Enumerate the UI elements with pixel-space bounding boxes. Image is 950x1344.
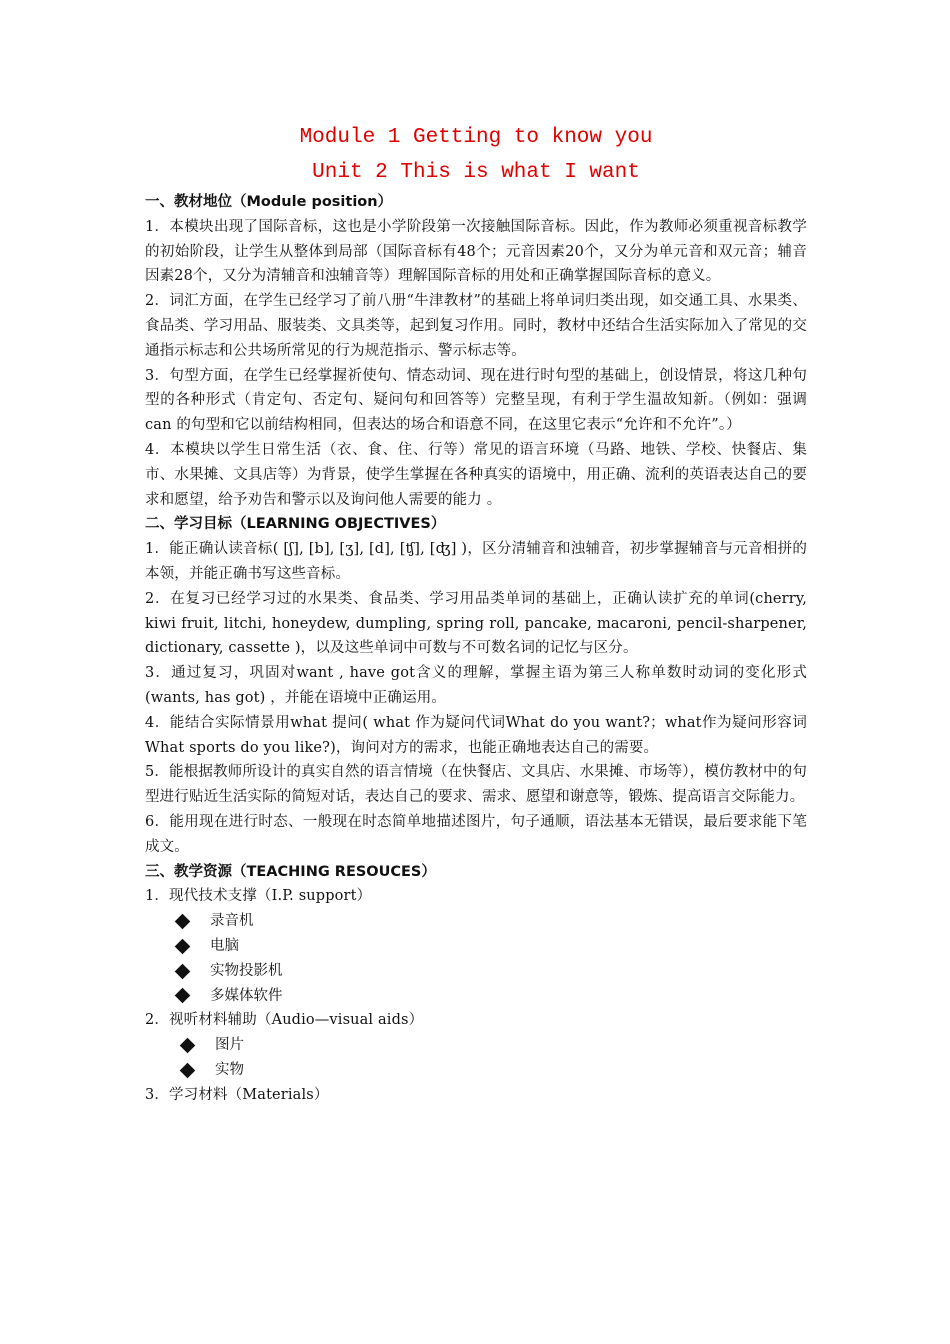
list-item [145,984,807,1009]
paragraph: 2．在复习已经学习过的水果类、食品类、学习用品类单词的基础上，正确认读扩充的单词(cherry, kiwi fruit, litchi, honeydew, dumpling, spring roll, pancake, macaroni, pencil-sharpener, dictionary, cassette )，以及这些单词中可数与不可数名词的记忆与区分。 [145,590,807,657]
paragraph: 5．能根据教师所设计的真实自然的语言情境（在快餐店、文具店、水果摊、市场等），模仿教材中的句型进行贴近生活实际的简短对话，表达自己的要求、需求、愿望和谢意等，锻炼、提高语言交际能力。 [145,764,807,806]
unit-title: Unit 2 This is what I want [312,161,640,184]
paragraph: 2．词汇方面，在学生已经学习了前八册“牛津教材”的基础上将单词归类出现，如交通工具、水果类、食品类、学习用品、服装类、文具类等，起到复习作用。同时，教材中还结合生活实际加入了常见的交通指示标志和公共场所常见的行为规范指示、警示标志等。 [145,293,807,359]
diamond-bullet-icon [180,1038,196,1054]
resource-group-label: 2．视听材料辅助（Audio—visual aids） [145,1012,424,1029]
diamond-bullet-icon [175,988,191,1004]
list-item [145,959,807,984]
diamond-bullet-icon [180,1063,196,1079]
paragraph: 1．能正确认读音标( [ʃ], [b], [ʒ], [d], [ʧ], [ʤ] )，区分清辅音和浊辅音，初步掌握辅音与元音相拼的本领，并能正确书写这些音标。 [145,541,807,582]
module-title: Module 1 Getting to know you [299,126,653,149]
list-item-label: 录音机 [210,913,254,930]
list-item-label: 图片 [215,1037,244,1054]
list-item [145,1058,807,1083]
resource-group-label: 3．学习材料（Materials） [145,1086,329,1103]
resource-group-label: 1．现代技术支撑（I.P. support） [145,888,372,905]
paragraph: 3．通过复习，巩固对want , have got含义的理解，掌握主语为第三人称单数时动词的变化形式 (wants, has got) ，并能在语境中正确运用。 [145,665,807,706]
list-item [145,1033,807,1058]
list-item-label: 实物 [215,1061,244,1078]
paragraph: 4．能结合实际情景用what 提问( what 作为疑问代词What do you want?；what作为疑问形容词What sports do you like?)，询问对方的需求，也能正确地表达自己的需要。 [145,714,807,756]
paragraph: 1．本模块出现了国际音标，这也是小学阶段第一次接触国际音标。因此，作为教师必须重视音标教学的初始阶段，让学生从整体到局部（国际音标有48个；元音因素20个，又分为单元音和双元音；辅音因素28个，又分为清辅音和浊辅音等）理解国际音标的用处和正确掌握国际音标的意义。 [145,218,807,285]
diamond-bullet-icon [175,914,191,930]
section-heading-learning-objectives: 二、学习目标（LEARNING OBJECTIVES） [145,516,446,533]
paragraph: 6．能用现在进行时态、一般现在时态简单地描述图片，句子通顺，语法基本无错误，最后要求能下笔成文。 [145,813,807,855]
document-page [145,120,807,1107]
diamond-bullet-icon [175,939,191,955]
list-item-label: 实物投影机 [210,962,283,979]
section-heading-module-position: 一、教材地位（Module position） [145,194,393,210]
list-item [145,934,807,959]
paragraph: 4．本模块以学生日常生活（衣、食、住、行等）常见的语言环境（马路、地铁、学校、快餐店、集市、水果摊、文具店等）为背景，使学生掌握在各种真实的语境中，用正确、流利的英语表达自己的要求和愿望，给予劝告和警示以及询问他人需要的能力 。 [145,441,807,508]
paragraph: 3．句型方面，在学生已经掌握祈使句、情态动词、现在进行时句型的基础上，创设情景，将这几种句型的各种形式（肯定句、否定句、疑问句和回答等）完整呈现，有利于学生温故知新。（例如：强调can 的句型和它以前结构相同，但表达的场合和语意不同，在这里它表示“允许和不允许”。） [145,367,807,434]
section-heading-teaching-resources: 三、教学资源（TEACHING RESOUCES） [145,863,436,880]
list-item [145,909,807,934]
list-item-label: 多媒体软件 [210,987,283,1004]
list-item-label: 电脑 [210,937,239,954]
diamond-bullet-icon [175,963,191,979]
